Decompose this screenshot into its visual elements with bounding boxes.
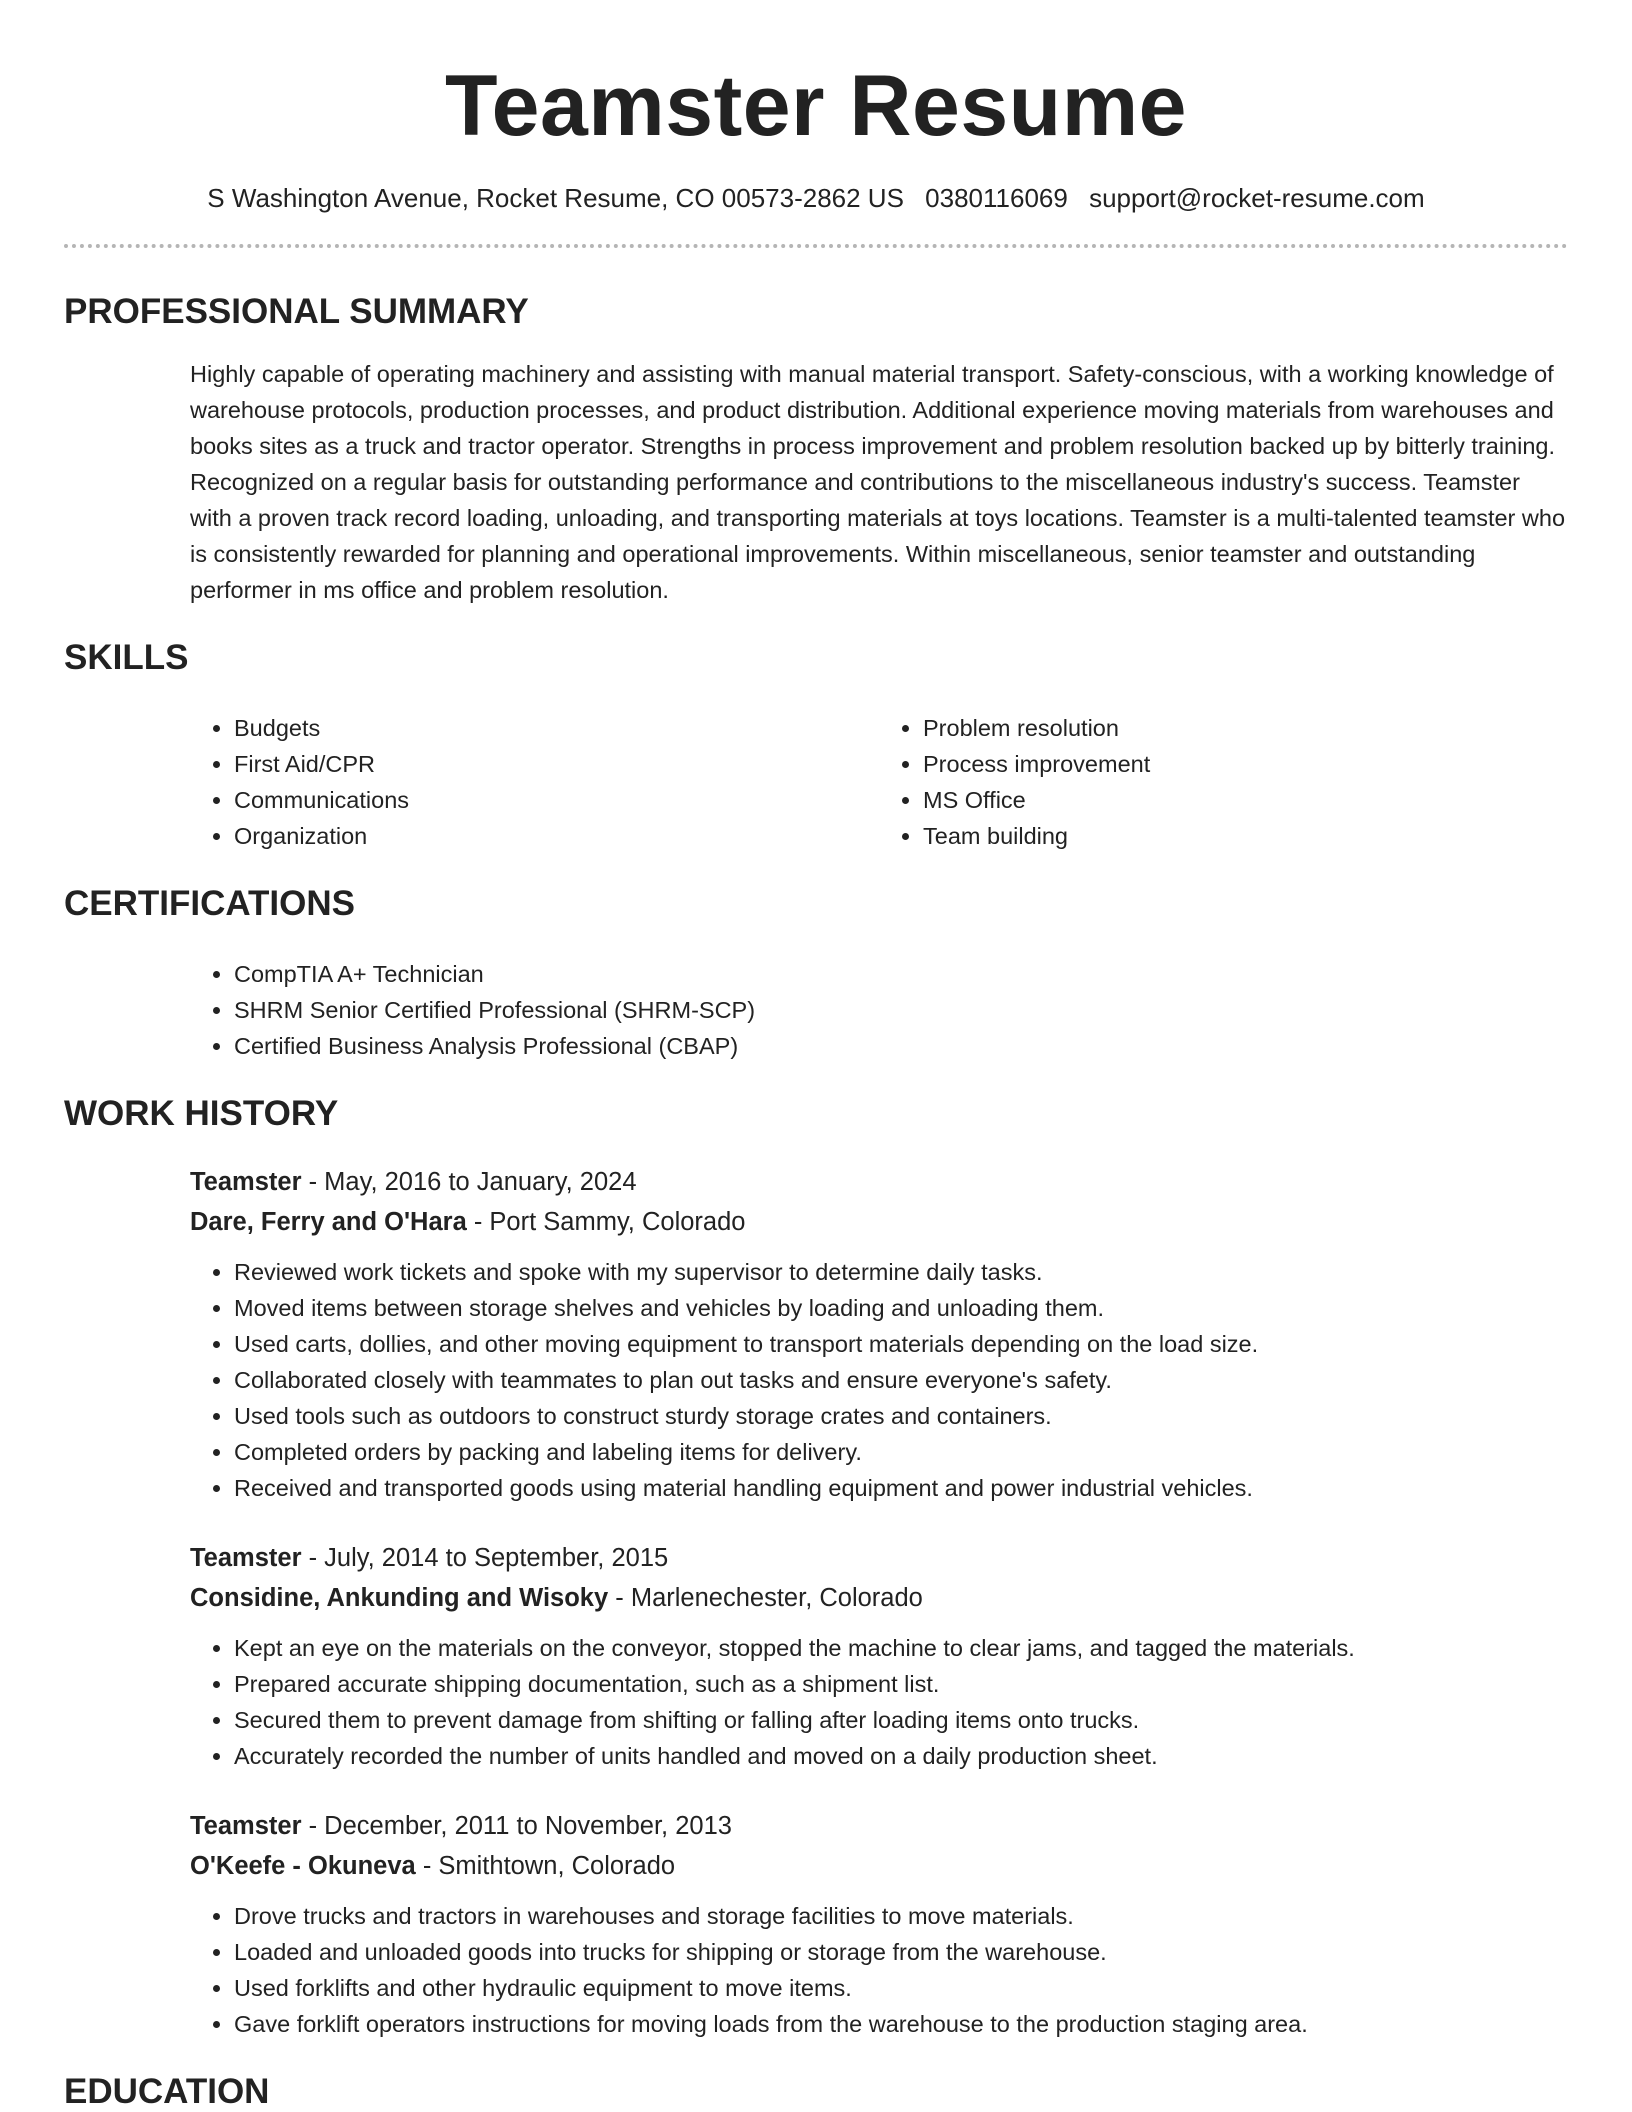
contact-line xyxy=(64,182,1568,214)
job-location: - Smithtown, Colorado xyxy=(415,1852,676,1880)
certifications-list xyxy=(190,956,1568,1064)
skill-item: • Budgets xyxy=(234,710,879,746)
job-role-line xyxy=(190,1162,1568,1202)
job-bullet: • Prepared accurate shipping documentation, such as a shipment list. xyxy=(234,1666,1568,1702)
job-location: - Port Sammy, Colorado xyxy=(466,1208,746,1236)
job-bullet: • Accurately recorded the number of units handled and moved on a daily production sheet. xyxy=(234,1738,1568,1774)
skills-column-right xyxy=(879,710,1568,854)
summary-text: Highly capable of operating machinery and assisting with manual material transport. Safety-conscious, with a working knowledge of warehouse protocols, production processes, and product distribution. Additional experience moving materials from warehouses and books sites as a truck and tractor operator. Strengths in process improvement and problem resolution backed up by bitterly training. Recognized on a regular basis for outstanding performance and contributions to the miscellaneous industry's success. Teamster with a proven track record loading, unloading, and transporting materials at toys locations. Teamster is a multi-talented teamster who is consistently rewarded for planning and operational improvements. Within miscellaneous, senior teamster and outstanding performer in ms office and problem resolution. xyxy=(190,361,1566,603)
skill-item: • Communications xyxy=(234,782,879,818)
skill-item: • Team building xyxy=(923,818,1568,854)
job-entry xyxy=(190,1538,1568,1774)
section-title-summary: PROFESSIONAL SUMMARY xyxy=(64,292,529,331)
job-company: Considine, Ankunding and Wisoky xyxy=(190,1584,609,1612)
job-bullet: • Secured them to prevent damage from shifting or falling after loading items onto trucks. xyxy=(234,1702,1568,1738)
contact-email: support@rocket-resume.com xyxy=(1089,183,1425,213)
certification-item: • CompTIA A+ Technician xyxy=(234,956,1568,992)
resume-page xyxy=(64,0,1568,2112)
job-bullet: • Gave forklift operators instructions for moving loads from the warehouse to the production staging area. xyxy=(234,2006,1568,2042)
job-bullet: • Used tools such as outdoors to construct sturdy storage crates and containers. xyxy=(234,1398,1568,1434)
job-entry xyxy=(190,1806,1568,2042)
job-role: Teamster xyxy=(190,1812,302,1840)
job-bullet: • Loaded and unloaded goods into trucks for shipping or storage from the warehouse. xyxy=(234,1934,1568,1970)
job-dates: - May, 2016 to January, 2024 xyxy=(301,1168,637,1196)
section-title-education: EDUCATION xyxy=(64,2072,270,2111)
contact-address: S Washington Avenue, Rocket Resume, CO 00573-2862 US xyxy=(207,183,904,213)
job-bullet: • Reviewed work tickets and spoke with my supervisor to determine daily tasks. xyxy=(234,1254,1568,1290)
skills-column-left xyxy=(190,710,879,854)
job-bullet: • Received and transported goods using material handling equipment and power industrial vehicles. xyxy=(234,1470,1568,1506)
job-dates: - July, 2014 to September, 2015 xyxy=(301,1544,669,1572)
job-bullets xyxy=(190,1898,1568,2042)
job-role: Teamster xyxy=(190,1168,302,1196)
job-company: O'Keefe - Okuneva xyxy=(190,1852,416,1880)
job-bullet: • Kept an eye on the materials on the conveyor, stopped the machine to clear jams, and tagged the materials. xyxy=(234,1630,1568,1666)
job-bullet: • Drove trucks and tractors in warehouses and storage facilities to move materials. xyxy=(234,1898,1568,1934)
job-bullets xyxy=(190,1254,1568,1506)
job-bullet: • Completed orders by packing and labeling items for delivery. xyxy=(234,1434,1568,1470)
certification-item: • SHRM Senior Certified Professional (SHRM-SCP) xyxy=(234,992,1568,1028)
job-bullet: • Collaborated closely with teammates to plan out tasks and ensure everyone's safety. xyxy=(234,1362,1568,1398)
job-role-line xyxy=(190,1806,1568,1846)
job-company-line xyxy=(190,1846,1568,1886)
job-company-line xyxy=(190,1202,1568,1242)
skill-item: • MS Office xyxy=(923,782,1568,818)
job-company: Dare, Ferry and O'Hara xyxy=(190,1208,467,1236)
job-location: - Marlenechester, Colorado xyxy=(608,1584,923,1612)
section-title-certifications: CERTIFICATIONS xyxy=(64,884,356,923)
skill-item: • Process improvement xyxy=(923,746,1568,782)
skill-item: • Problem resolution xyxy=(923,710,1568,746)
certification-item: • Certified Business Analysis Professional (CBAP) xyxy=(234,1028,1568,1064)
job-bullet: • Used forklifts and other hydraulic equipment to move items. xyxy=(234,1970,1568,2006)
skill-item: • Organization xyxy=(234,818,879,854)
job-company-line xyxy=(190,1578,1568,1618)
job-role-line xyxy=(190,1538,1568,1578)
contact-phone: 0380116069 xyxy=(925,183,1068,213)
job-bullet: • Moved items between storage shelves and vehicles by loading and unloading them. xyxy=(234,1290,1568,1326)
job-entry xyxy=(190,1162,1568,1506)
job-role: Teamster xyxy=(190,1544,302,1572)
header-divider xyxy=(64,244,1568,248)
section-title-skills: SKILLS xyxy=(64,638,189,677)
job-bullets xyxy=(190,1630,1568,1774)
certifications-bullets xyxy=(190,956,1568,1064)
section-title-work-history: WORK HISTORY xyxy=(64,1094,339,1133)
skills-list xyxy=(190,710,1568,854)
skill-item: • First Aid/CPR xyxy=(234,746,879,782)
job-bullet: • Used carts, dollies, and other moving equipment to transport materials depending on the load size. xyxy=(234,1326,1568,1362)
resume-title: Teamster Resume xyxy=(444,58,1188,154)
job-dates: - December, 2011 to November, 2013 xyxy=(301,1812,732,1840)
